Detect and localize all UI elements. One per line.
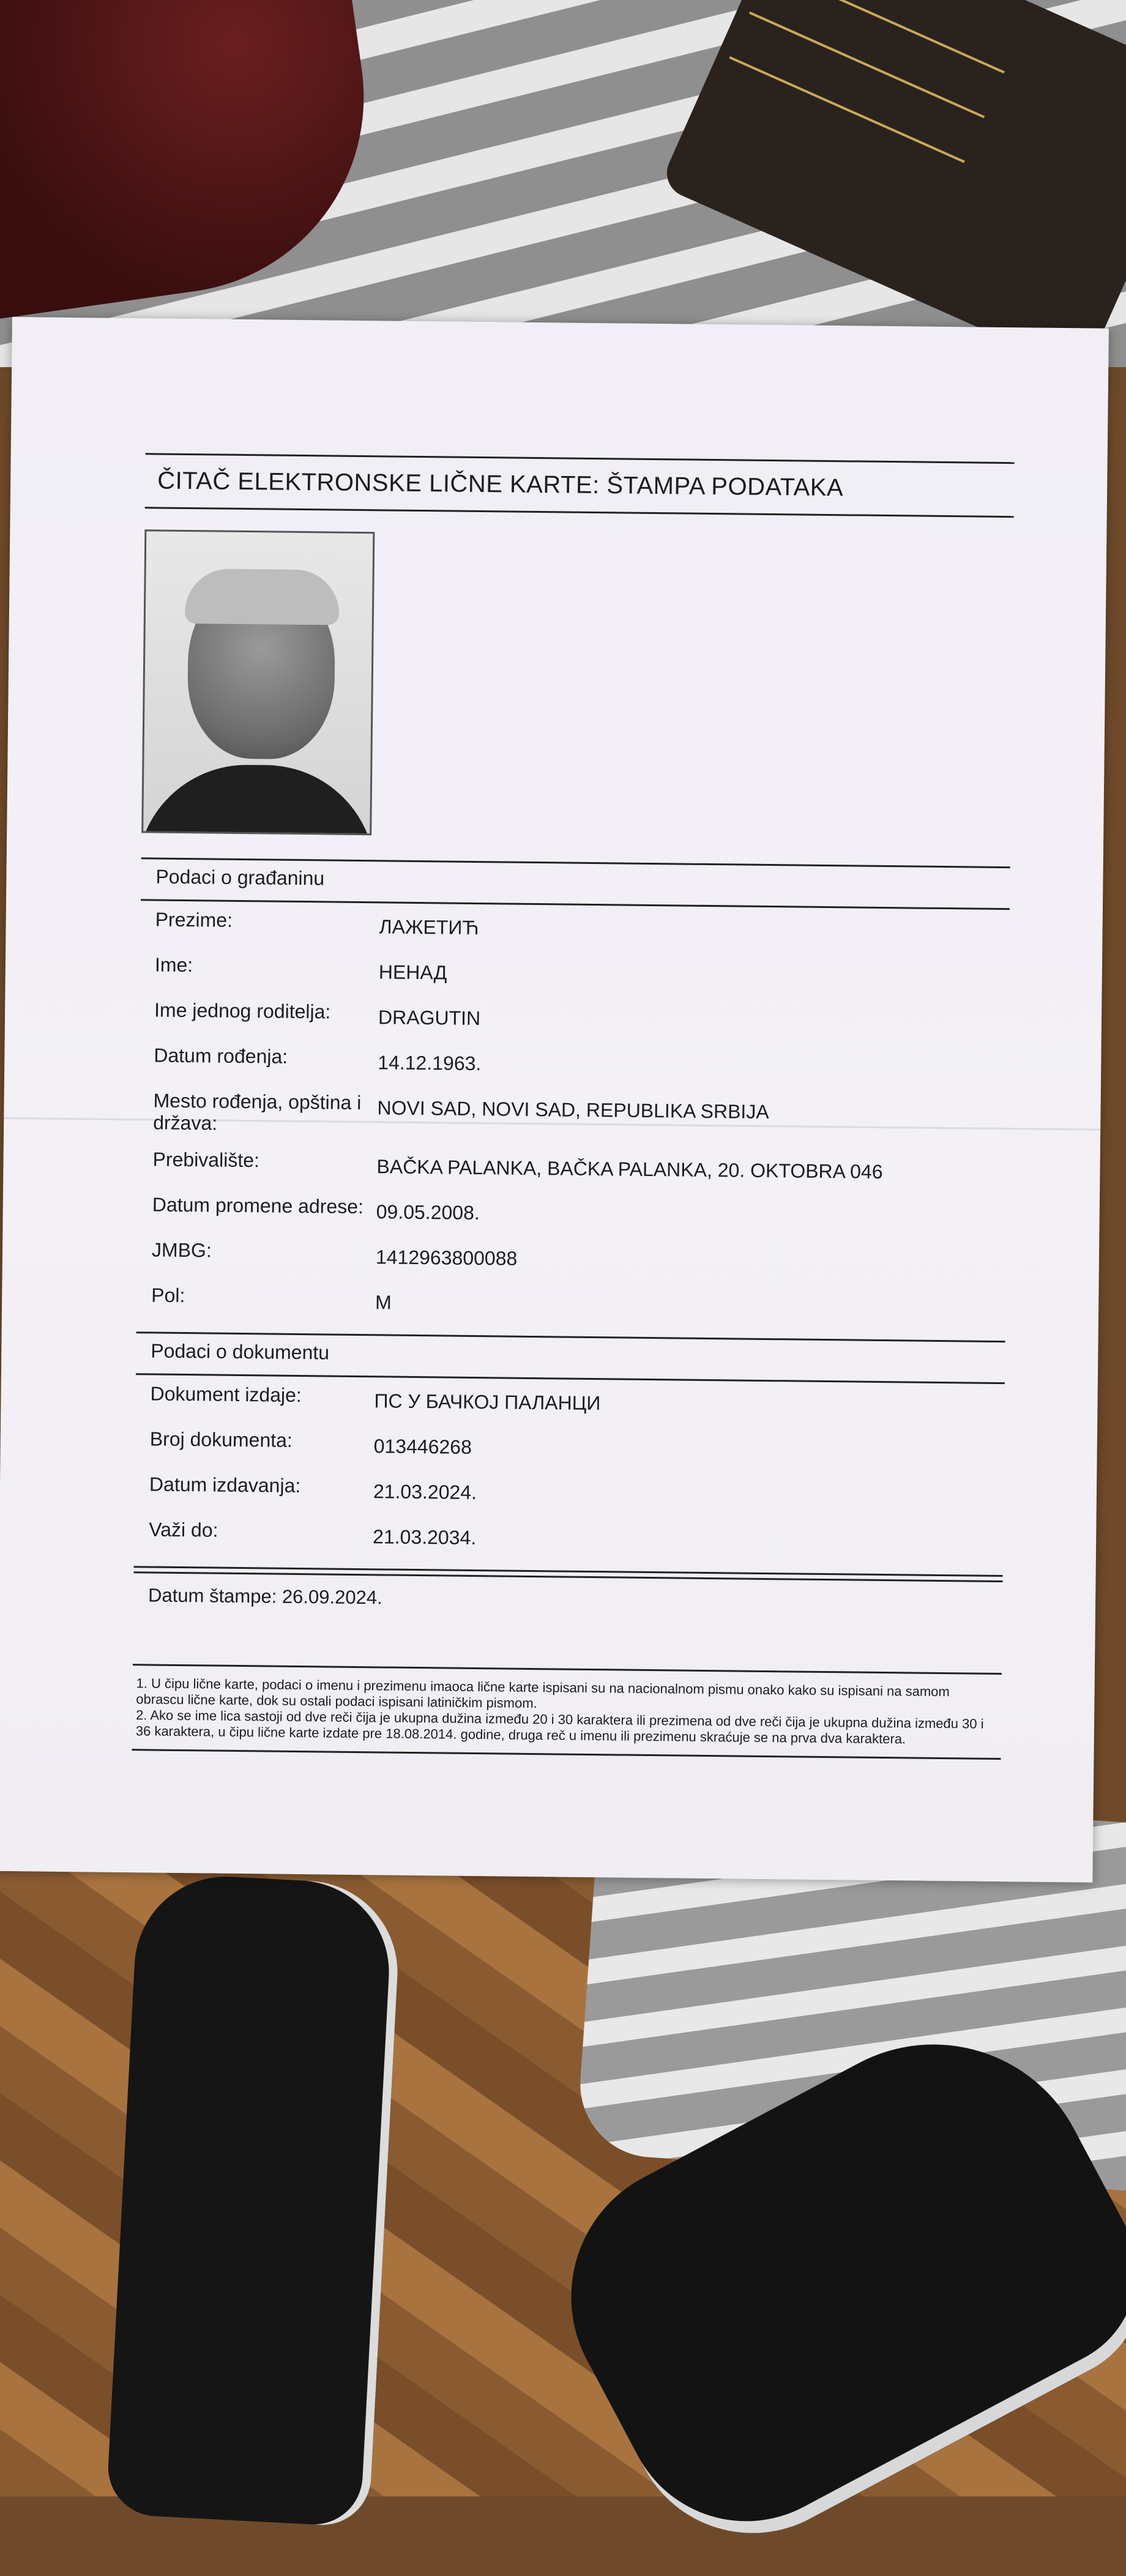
printed-paper: [0, 317, 1109, 1883]
footnote-1: 1. U čipu lične karte, podaci o imenu i prezimenu imaoca lične karte ispisani su na nacionalnom pismu onako kako su ispisani na samom obrascu lične karte, dok su ostali podaci ispisani latiničkim pismom.: [136, 1675, 950, 1711]
field-row-sex: [136, 1284, 1006, 1338]
field-label: Ime:: [154, 953, 193, 977]
citizen-fields: [136, 901, 1010, 1341]
field-label: JMBG:: [151, 1238, 212, 1262]
field-value: 14.12.1963.: [378, 1051, 482, 1075]
field-label: Broj dokumenta:: [149, 1428, 293, 1451]
id-photo: [141, 529, 375, 835]
field-value: 21.03.2024.: [373, 1480, 477, 1504]
field-label: Dokument izdaje:: [150, 1382, 302, 1407]
field-value: 1412963800088: [375, 1246, 518, 1270]
field-label: Datum rođenja:: [154, 1044, 288, 1068]
field-value: 21.03.2034.: [372, 1525, 477, 1549]
print-date: Datum štampe: 26.09.2024.: [147, 1584, 382, 1609]
field-label: Važi do:: [149, 1518, 218, 1541]
field-value: ПС У БАЧКОЈ ПАЛАНЦИ: [374, 1390, 601, 1415]
field-label: Datum izdavanja:: [149, 1473, 301, 1497]
photo-hair: [185, 568, 340, 625]
photo-shoulders: [141, 764, 375, 835]
document-title: ČITAČ ELEKTRONSKE LIČNE KARTE: ŠTAMPA PODATAKA: [157, 467, 844, 502]
document-section-header: Podaci o dokumentu: [151, 1339, 330, 1364]
field-label: Datum promene adrese:: [152, 1193, 364, 1218]
footnote-2: 2. Ako se ime lica sastoji od dve reči čija je ukupna dužina između 20 i 30 karaktera ili prezimena od dve reči čija je ukupna dužina između 30 i 36 karaktera, u čipu lične karte izdate pre 18.08.2014. godine, druga reč u imenu ili prezimenu skraćuje se na prva dva karaktera.: [135, 1707, 984, 1747]
field-value: M: [375, 1291, 392, 1314]
field-label: Prebivalište:: [152, 1148, 260, 1172]
field-value: NOVI SAD, NOVI SAD, REPUBLIKA SRBIJA: [377, 1096, 769, 1123]
field-value: BAČKA PALANKA, BAČKA PALANKA, 20. OKTOBRA 046: [376, 1155, 883, 1183]
left-shoe: [106, 1872, 402, 2527]
citizen-section-header: Podaci o građaninu: [155, 865, 325, 890]
footnotes: [132, 1664, 1001, 1760]
field-value: НЕНАД: [378, 961, 447, 984]
field-value: 013446268: [373, 1435, 472, 1458]
field-label: Prezime:: [155, 908, 233, 931]
field-label: Mesto rođenja, opština i država:: [153, 1089, 362, 1134]
field-label: Pol:: [151, 1284, 185, 1307]
field-label: Ime jednog roditelja:: [154, 999, 331, 1023]
guitar-string: [729, 56, 964, 163]
id-card-printout: [132, 453, 1014, 1760]
field-row-valid-until: [134, 1518, 1004, 1573]
footnote-text: [132, 1666, 1002, 1758]
field-value: 09.05.2008.: [376, 1201, 480, 1224]
document-fields: [134, 1375, 1005, 1575]
field-row-birth-place: [138, 1089, 1008, 1157]
field-value: ЛАЖЕТИЋ: [379, 915, 479, 939]
guitar-string: [749, 12, 985, 118]
field-value: DRAGUTIN: [378, 1006, 481, 1030]
